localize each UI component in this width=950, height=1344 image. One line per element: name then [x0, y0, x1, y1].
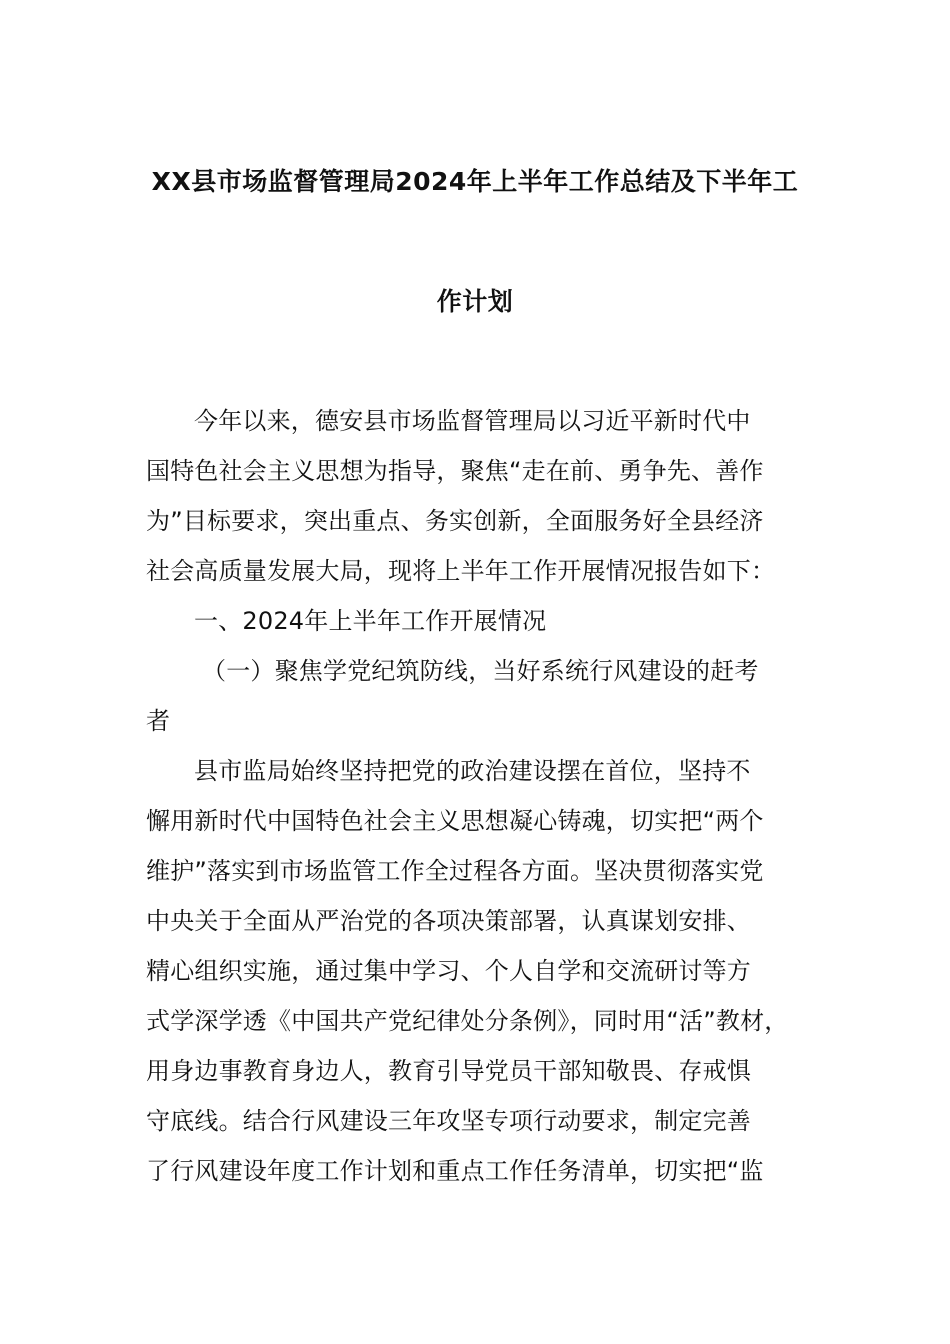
paragraph-line-9: 了行风建设年度工作计划和重点工作任务清单，切实把“监 [146, 1157, 764, 1185]
paragraph-line-3: 维护”落实到市场监管工作全过程各方面。坚决贯彻落实党 [146, 857, 764, 885]
subsection-heading-line-2: 者 [146, 707, 171, 735]
section-heading: 一、2024年上半年工作开展情况 [194, 607, 547, 635]
paragraph-line-4: 中央关于全面从严治党的各项决策部署，认真谋划安排、 [146, 907, 751, 935]
intro-line-2: 国特色社会主义思想为指导，聚焦“走在前、勇争先、善作 [146, 457, 764, 485]
intro-line-1: 今年以来，德安县市场监督管理局以习近平新时代中 [194, 407, 751, 435]
document-title-line-2: 作计划 [436, 287, 514, 316]
paragraph-line-1: 县市监局始终坚持把党的政治建设摆在首位，坚持不 [194, 757, 751, 785]
paragraph-line-6: 式学深学透《中国共产党纪律处分条例》，同时用“活”教材， [146, 1007, 789, 1035]
intro-line-3: 为”目标要求，突出重点、务实创新，全面服务好全县经济 [146, 507, 764, 535]
paragraph-line-8: 守底线。结合行风建设三年攻坚专项行动要求，制定完善 [146, 1107, 751, 1135]
paragraph-line-2: 懈用新时代中国特色社会主义思想凝心铸魂，切实把“两个 [146, 807, 764, 835]
document-title-line-1: XX县市场监督管理局2024年上半年工作总结及下半年工 [151, 167, 799, 196]
paragraph-line-5: 精心组织实施，通过集中学习、个人自学和交流研讨等方 [146, 957, 751, 985]
paragraph-line-7: 用身边事教育身边人，教育引导党员干部知敬畏、存戒惧 [146, 1057, 751, 1085]
intro-line-4: 社会高质量发展大局，现将上半年工作开展情况报告如下： [146, 557, 776, 585]
subsection-heading-line-1: （一）聚焦学党纪筑防线，当好系统行风建设的赶考 [202, 657, 759, 685]
